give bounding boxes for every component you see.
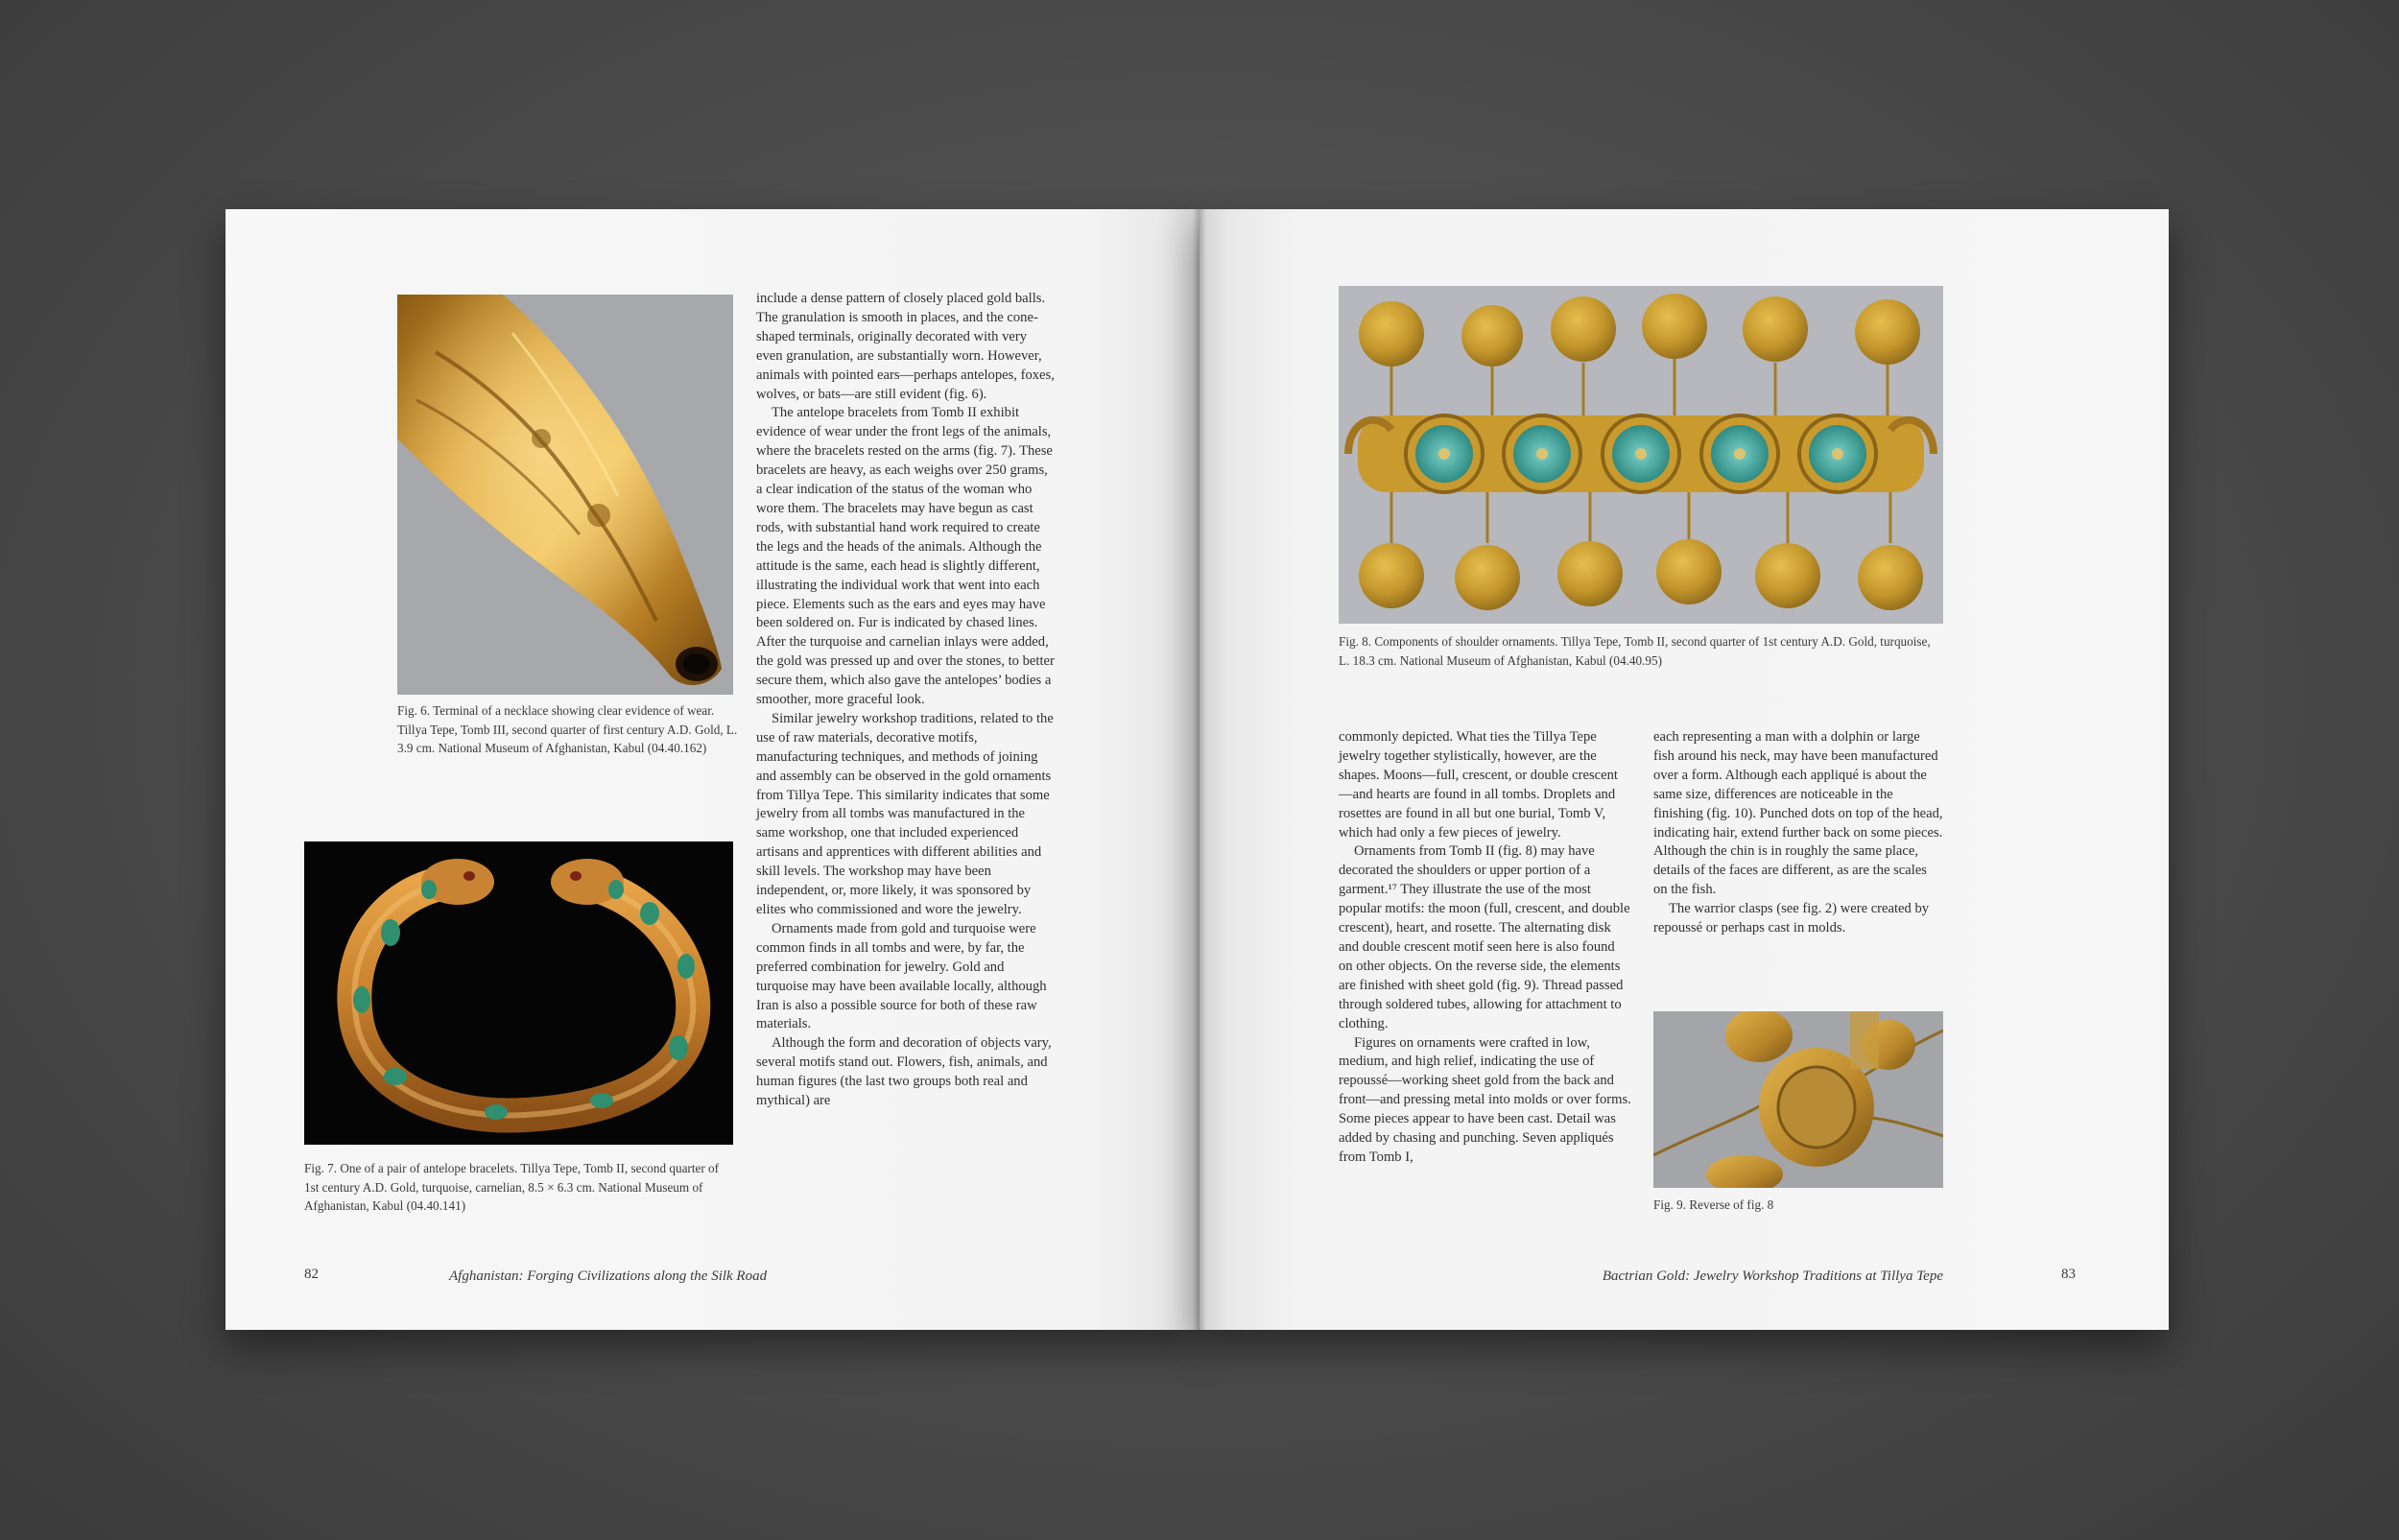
shoulder-ornaments-illustration: [1339, 286, 1943, 624]
page-number-left: 82: [304, 1267, 319, 1282]
body-paragraph: The warrior clasps (see fig. 2) were created by repoussé or perhaps cast in molds.: [1653, 901, 1930, 936]
page-number-right: 83: [2061, 1267, 2076, 1282]
running-head-right: Bactrian Gold: Jewelry Workshop Traditions at Tillya Tepe: [1602, 1268, 1943, 1284]
body-paragraph: Although the form and decoration of objects vary, several motifs stand out. Flowers, fish, animals, and human figures (the last two groups both real and mythical) are: [756, 1035, 1052, 1109]
running-head-left: Afghanistan: Forging Civilizations along the Silk Road: [449, 1268, 768, 1284]
necklace-terminal-illustration: [397, 295, 733, 695]
left-body-column: [756, 290, 1056, 1111]
fig7-caption: Fig. 7. One of a pair of antelope bracelets. Tillya Tepe, Tomb II, second quarter of 1st century A.D. Gold, turquoise, carnelian, 8.5 × 6.3 cm. National Museum of Afghanistan, Kabul (04.40.141): [304, 1161, 720, 1213]
body-paragraph: each representing a man with a dolphin or large fish around his neck, may have been manufactured over a form. Although each appliqué is about the same size, differences are noticeable in the finishing (fig. 10). Punched dots on top of the head, indicating hair, extend further back on some pieces. Although the chin is in roughly the same place, details of the faces are different, as are the scales on the fish.: [1653, 729, 1943, 898]
fig6-image: [397, 295, 733, 695]
fig8-image: [1339, 286, 1943, 624]
left-page: [226, 209, 1200, 1330]
body-paragraph: The antelope bracelets from Tomb II exhibit evidence of wear under the front legs of the animals, where the bracelets rested on the arms (fig. 7). These bracelets are heavy, as each weighs over 250 grams, a clear indication of the status of the woman who wore them. The bracelets may have begun as cast rods, with substantial hand work required to create the legs and the heads of the animals. Although the attitude is the same, each head is slightly different, illustrating the individual work that went into each piece. Elements such as the ears and eyes may have been soldered on. Fur is indicated by chased lines. After the turquoise and carnelian inlays were added, the gold was pressed up and over the stones, to better secure them, which also gave the antelopes’ bodies a smoother, more graceful look.: [756, 405, 1055, 708]
body-paragraph: Figures on ornaments were crafted in low, medium, and high relief, indicating the use of repoussé—working sheet gold from the back and front—and pressing metal into molds or over forms. Some pieces appear to have been cast. Detail was added by chasing and punching. Seven appliqués from Tomb I,: [1339, 1034, 1631, 1165]
body-paragraph: Ornaments from Tomb II (fig. 8) may have decorated the shoulders or upper portion of a garment.¹⁷ They illustrate the use of the most popular motifs: the moon (full, crescent, and double crescent), heart, and rosette. The alternating disk and double crescent motif seen here is also found on other objects. On the reverse side, the elements are finished with sheet gold (fig. 9). Thread passed through soldered tubes, allowing for attachment to clothing.: [1339, 843, 1630, 1031]
body-paragraph: Ornaments made from gold and turquoise were common finds in all tombs and were, by far, the preferred combination for jewelry. Gold and turquoise may have been available locally, although Iran is also a possible source for both of these raw materials.: [756, 920, 1047, 1032]
fig6-caption: Fig. 6. Terminal of a necklace showing clear evidence of wear. Tillya Tepe, Tomb III, second quarter of first century A.D. Gold, L. 3.9 cm. National Museum of Afghanistan, Kabul (04.40.162): [397, 703, 738, 755]
fig9-caption: Fig. 9. Reverse of fig. 8: [1653, 1197, 1774, 1212]
right-page: [1200, 209, 2169, 1330]
ornament-reverse-illustration: [1653, 1011, 1943, 1188]
fig9-image: [1653, 1011, 1943, 1188]
body-paragraph: commonly depicted. What ties the Tillya Tepe jewelry together stylistically, however, are the shapes. Moons—full, crescent, or double crescent—and hearts are found in all tombs. Droplets and rosettes are found in all but one burial, Tomb V, which had only a few pieces of jewelry.: [1339, 729, 1618, 841]
fig7-image: [304, 841, 733, 1145]
body-paragraph: include a dense pattern of closely placed gold balls. The granulation is smooth in places, and the cone-shaped terminals, originally decorated with very even granulation, are substantially worn. However, animals with pointed ears—perhaps antelopes, foxes, wolves, or bats—are still evident (fig. 6).: [756, 291, 1055, 402]
book-spread: [226, 209, 2169, 1330]
right-body-column-1: [1339, 728, 1631, 1168]
right-body-column-2: [1653, 728, 1944, 938]
fig8-caption: Fig. 8. Components of shoulder ornaments. Tillya Tepe, Tomb II, second quarter of 1st century A.D. Gold, turquoise, L. 18.3 cm. National Museum of Afghanistan, Kabul (04.40.95): [1339, 634, 1931, 668]
body-paragraph: Similar jewelry workshop traditions, related to the use of raw materials, decorative motifs, manufacturing techniques, and methods of joining and assembly can be observed in the gold ornaments from Tillya Tepe. This similarity indicates that some jewelry from all tombs was manufactured in the same workshop, one that included experienced artisans and apprentices with different abilities and skill levels. The workshop may have been independent, or, more likely, it was sponsored by elites who commissioned and wore the jewelry.: [756, 710, 1054, 917]
antelope-bracelet-illustration: [304, 841, 733, 1145]
